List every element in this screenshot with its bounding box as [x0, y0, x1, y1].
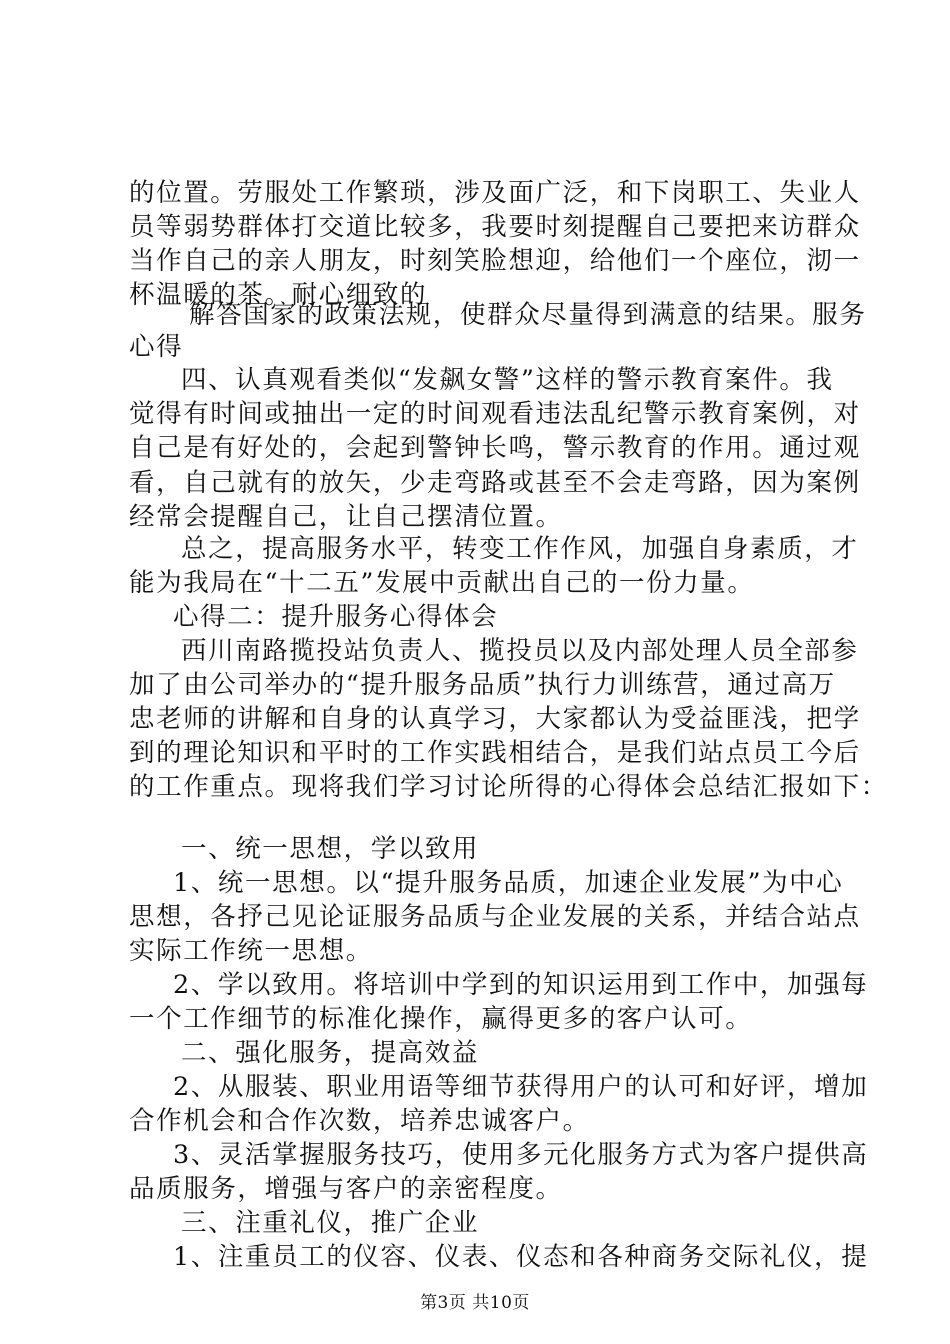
paragraph-line: 品质服务，增强与客户的亲密程度。	[129, 1174, 563, 1204]
paragraph-line: 当作自己的亲人朋友，时刻笑脸想迎，给他们一个座位，沏一	[129, 246, 861, 276]
paragraph-line: 思想，各抒己见论证服务品质与企业发展的关系，并结合站点	[129, 902, 861, 932]
paragraph-line: 实际工作统一思想。	[129, 936, 373, 966]
paragraph-line: 能为我局在“十二五”发展中贡献出自己的一份力量。	[129, 568, 755, 598]
paragraph-line: 1、注重员工的仪容、仪表、仪态和各种商务交际礼仪，提	[173, 1242, 869, 1272]
paragraph-line: 2、学以致用。将培训中学到的知识运用到工作中，加强每	[173, 970, 869, 1000]
paragraph-line: 觉得有时间或抽出一定的时间观看违法乱纪警示教育案例，对	[129, 399, 861, 429]
paragraph-line: 的位置。劳服处工作繁琐，涉及面广泛，和下岗职工、失业人	[129, 178, 861, 208]
page-number-footer: 第3页 共10页	[420, 1293, 530, 1313]
section-heading: 一、统一思想，学以致用	[181, 834, 480, 864]
paragraph-line: 一个工作细节的标准化操作，赢得更多的客户认可。	[129, 1004, 753, 1034]
paragraph-line: 的工作重点。现将我们学习讨论所得的心得体会总结汇报如下：	[129, 772, 888, 802]
paragraph-line: 看，自己就有的放矢，少走弯路或甚至不会走弯路，因为案例	[129, 468, 861, 498]
paragraph-line: 总之，提高服务水平，转变工作作风，加强自身素质，才	[181, 534, 859, 564]
paragraph-line: 心得	[129, 332, 184, 362]
paragraph-line: 自己是有好处的，会起到警钟长鸣，警示教育的作用。通过观	[129, 433, 861, 463]
paragraph-line: 3、灵活掌握服务技巧，使用多元化服务方式为客户提供高	[173, 1140, 869, 1170]
paragraph-line: 杯温暖的茶。耐心细致的	[129, 280, 428, 310]
paragraph-line: 1、统一思想。以“提升服务品质，加速企业发展”为中心	[173, 868, 844, 898]
section-heading: 心得二：提升服务心得体会	[173, 602, 499, 632]
paragraph-line: 四、认真观看类似“发飙女警”这样的警示教育案件。我	[181, 365, 834, 395]
paragraph-line: 到的理论知识和平时的工作实践相结合，是我们站点员工今后	[129, 738, 861, 768]
paragraph-line: 经常会提醒自己，让自己摆清位置。	[129, 502, 563, 532]
paragraph-line: 加了由公司举办的“提升服务品质”执行力训练营，通过高万	[129, 670, 836, 700]
paragraph-line: 2、从服装、职业用语等细节获得用户的认可和好评，增加	[173, 1072, 869, 1102]
section-heading: 三、注重礼仪，推广企业	[181, 1208, 480, 1238]
paragraph-line: 合作机会和合作次数，培养忠诚客户。	[129, 1106, 590, 1136]
paragraph-line: 西川南路揽投站负责人、揽投员以及内部处理人员全部参	[181, 636, 859, 666]
paragraph-line: 解答国家的政策法规，使群众尽量得到满意的结果。服务	[189, 300, 867, 330]
section-heading: 二、强化服务，提高效益	[181, 1038, 480, 1068]
paragraph-line: 员等弱势群体打交道比较多，我要时刻提醒自己要把来访群众	[129, 212, 861, 242]
paragraph-line: 忠老师的讲解和自身的认真学习，大家都认为受益匪浅，把学	[129, 704, 861, 734]
